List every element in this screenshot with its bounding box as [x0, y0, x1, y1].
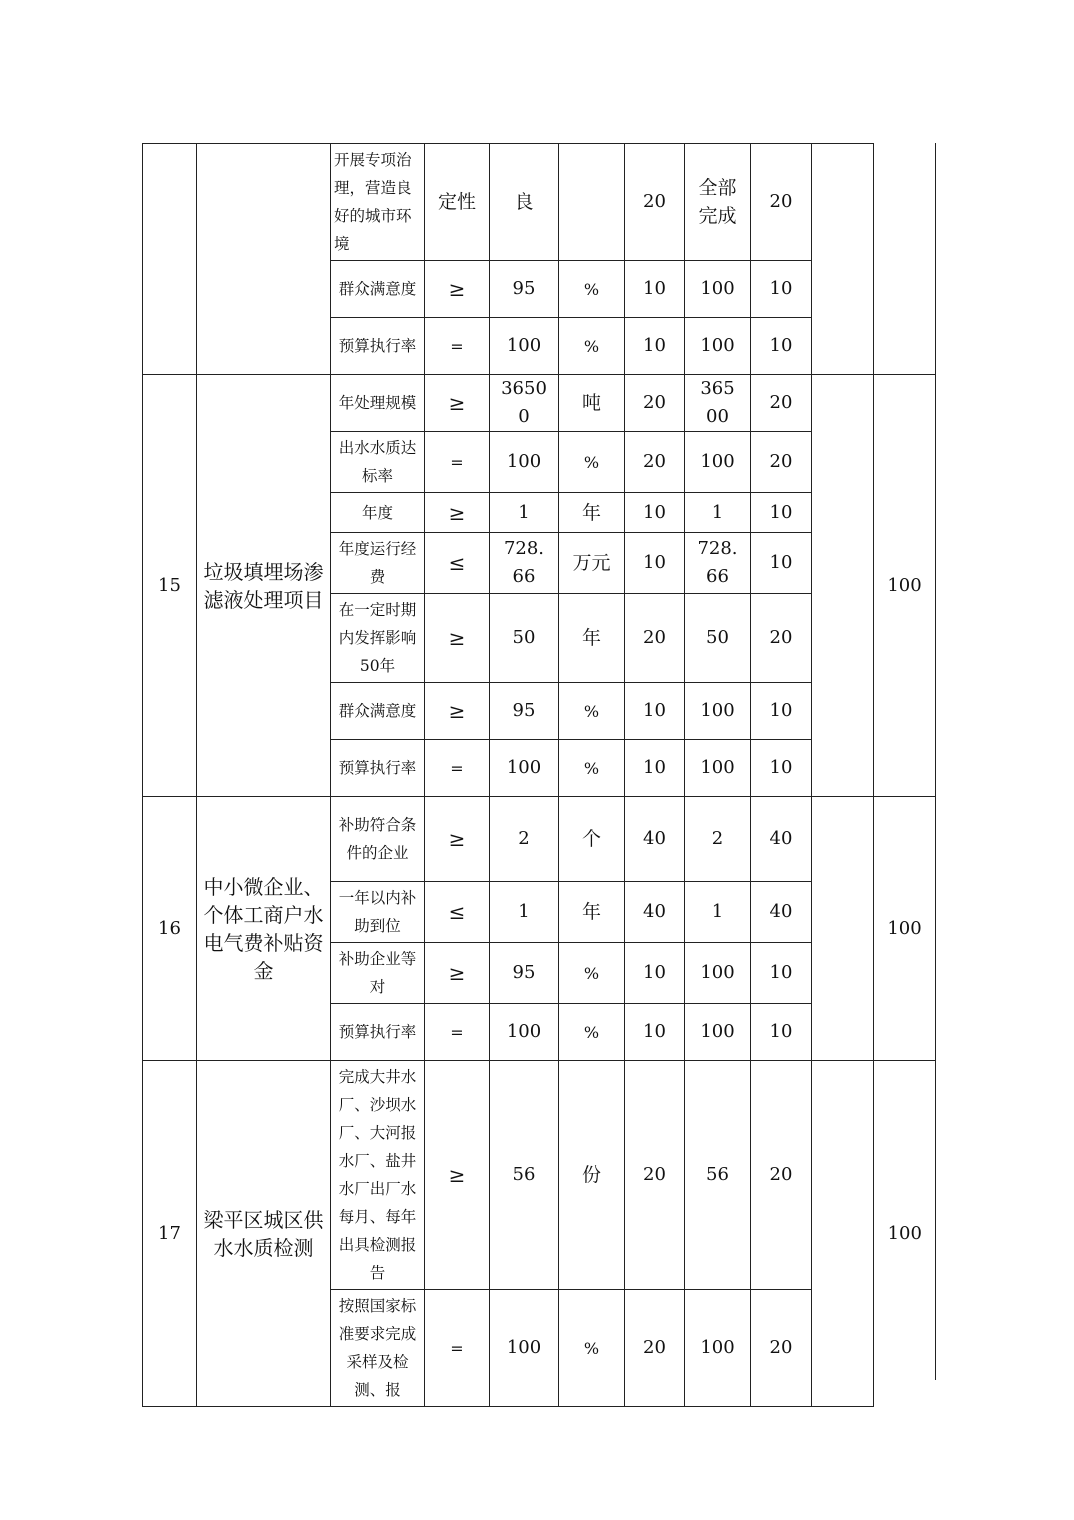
- operator-cell: ≥: [425, 493, 490, 533]
- indicator-cell: 出水水质达标率: [331, 432, 425, 493]
- unit-cell: %: [559, 683, 625, 740]
- weight-cell: 10: [625, 740, 685, 797]
- target-cell: 95: [490, 943, 559, 1004]
- project-no-cell: [143, 144, 197, 375]
- score-cell: 40: [751, 797, 812, 882]
- actual-cell: 100: [685, 1004, 751, 1061]
- weight-cell: 10: [625, 318, 685, 375]
- target-cell: 36500: [490, 375, 559, 432]
- operator-cell: ≥: [425, 375, 490, 432]
- weight-cell: 20: [625, 1290, 685, 1407]
- project-name-cell: 中小微企业、个体工商户水电气费补贴资金: [197, 797, 331, 1061]
- unit-cell: 年: [559, 882, 625, 943]
- total-cell: 100: [874, 797, 936, 1061]
- table-row: [143, 1061, 936, 1290]
- weight-cell: 10: [625, 261, 685, 318]
- operator-cell: =: [425, 740, 490, 797]
- weight-cell: 10: [625, 943, 685, 1004]
- remark-cell: [812, 144, 874, 375]
- target-cell: 2: [490, 797, 559, 882]
- operator-cell: 定性: [425, 144, 490, 261]
- score-cell: 20: [751, 375, 812, 432]
- project-name-cell: 垃圾填埋场渗滤液处理项目: [197, 375, 331, 797]
- table-row: [143, 797, 936, 882]
- indicator-cell: 群众满意度: [331, 261, 425, 318]
- performance-table: [142, 143, 936, 1407]
- unit-cell: %: [559, 740, 625, 797]
- remark-cell: [812, 1061, 874, 1407]
- weight-cell: 10: [625, 1004, 685, 1061]
- actual-cell: 100: [685, 1290, 751, 1407]
- score-cell: 10: [751, 533, 812, 594]
- unit-cell: %: [559, 261, 625, 318]
- operator-cell: =: [425, 1004, 490, 1061]
- unit-cell: [559, 144, 625, 261]
- score-cell: 10: [751, 1004, 812, 1061]
- score-cell: 20: [751, 144, 812, 261]
- score-cell: 40: [751, 882, 812, 943]
- weight-cell: 20: [625, 1061, 685, 1290]
- actual-cell: 1: [685, 493, 751, 533]
- score-cell: 20: [751, 1061, 812, 1290]
- operator-cell: ≥: [425, 943, 490, 1004]
- indicator-cell: 预算执行率: [331, 740, 425, 797]
- weight-cell: 10: [625, 683, 685, 740]
- operator-cell: ≥: [425, 797, 490, 882]
- actual-cell: 36500: [685, 375, 751, 432]
- weight-cell: 20: [625, 432, 685, 493]
- target-cell: 95: [490, 261, 559, 318]
- target-cell: 95: [490, 683, 559, 740]
- target-cell: 1: [490, 493, 559, 533]
- score-cell: 20: [751, 432, 812, 493]
- project-no-cell: 17: [143, 1061, 197, 1407]
- weight-cell: 20: [625, 144, 685, 261]
- actual-cell: 100: [685, 261, 751, 318]
- actual-cell: 50: [685, 594, 751, 683]
- actual-cell: 100: [685, 943, 751, 1004]
- operator-cell: =: [425, 432, 490, 493]
- indicator-cell: 预算执行率: [331, 318, 425, 375]
- indicator-cell: 年度: [331, 493, 425, 533]
- operator-cell: ≥: [425, 261, 490, 318]
- unit-cell: 年: [559, 594, 625, 683]
- remark-cell: [812, 797, 874, 1061]
- operator-cell: ≥: [425, 683, 490, 740]
- unit-cell: 年: [559, 493, 625, 533]
- weight-cell: 10: [625, 533, 685, 594]
- actual-cell: 全部完成: [685, 144, 751, 261]
- weight-cell: 40: [625, 882, 685, 943]
- actual-cell: 100: [685, 432, 751, 493]
- actual-cell: 100: [685, 318, 751, 375]
- indicator-cell: 补助符合条件的企业: [331, 797, 425, 882]
- score-cell: 10: [751, 318, 812, 375]
- unit-cell: 个: [559, 797, 625, 882]
- actual-cell: 2: [685, 797, 751, 882]
- project-name-cell: 梁平区城区供水水质检测: [197, 1061, 331, 1407]
- project-name-cell: [197, 144, 331, 375]
- unit-cell: %: [559, 1004, 625, 1061]
- indicator-cell: 完成大井水厂、沙坝水厂、大河报水厂、盐井水厂出厂水每月、每年出具检测报告: [331, 1061, 425, 1290]
- operator-cell: ≥: [425, 1061, 490, 1290]
- score-cell: 20: [751, 594, 812, 683]
- indicator-cell: 群众满意度: [331, 683, 425, 740]
- operator-cell: =: [425, 1290, 490, 1407]
- target-cell: 良: [490, 144, 559, 261]
- unit-cell: %: [559, 943, 625, 1004]
- unit-cell: %: [559, 1290, 625, 1407]
- project-no-cell: 15: [143, 375, 197, 797]
- indicator-cell: 按照国家标准要求完成采样及检测、报: [331, 1290, 425, 1407]
- operator-cell: =: [425, 318, 490, 375]
- target-cell: 100: [490, 740, 559, 797]
- score-cell: 10: [751, 740, 812, 797]
- target-cell: 728.66: [490, 533, 559, 594]
- score-cell: 10: [751, 683, 812, 740]
- target-cell: 100: [490, 1004, 559, 1061]
- weight-cell: 20: [625, 594, 685, 683]
- operator-cell: ≥: [425, 594, 490, 683]
- indicator-cell: 在一定时期内发挥影响50年: [331, 594, 425, 683]
- score-cell: 20: [751, 1290, 812, 1407]
- target-cell: 1: [490, 882, 559, 943]
- unit-cell: 份: [559, 1061, 625, 1290]
- table-row: [143, 375, 936, 432]
- table-row: [143, 144, 936, 261]
- actual-cell: 100: [685, 740, 751, 797]
- total-cell: [874, 144, 936, 375]
- score-cell: 10: [751, 261, 812, 318]
- weight-cell: 10: [625, 493, 685, 533]
- actual-cell: 1: [685, 882, 751, 943]
- unit-cell: %: [559, 432, 625, 493]
- right-border-line: [935, 143, 936, 1380]
- unit-cell: 万元: [559, 533, 625, 594]
- indicator-cell: 补助企业等对: [331, 943, 425, 1004]
- score-cell: 10: [751, 943, 812, 1004]
- total-cell: 100: [874, 1061, 936, 1407]
- target-cell: 56: [490, 1061, 559, 1290]
- indicator-cell: 一年以内补助到位: [331, 882, 425, 943]
- remark-cell: [812, 375, 874, 797]
- weight-cell: 20: [625, 375, 685, 432]
- project-no-cell: 16: [143, 797, 197, 1061]
- actual-cell: 100: [685, 683, 751, 740]
- target-cell: 100: [490, 432, 559, 493]
- unit-cell: %: [559, 318, 625, 375]
- indicator-cell: 年处理规模: [331, 375, 425, 432]
- operator-cell: ≤: [425, 533, 490, 594]
- score-cell: 10: [751, 493, 812, 533]
- indicator-cell: 年度运行经费: [331, 533, 425, 594]
- target-cell: 100: [490, 318, 559, 375]
- indicator-cell: 预算执行率: [331, 1004, 425, 1061]
- weight-cell: 40: [625, 797, 685, 882]
- indicator-cell: 开展专项治理，营造良好的城市环境: [331, 144, 425, 261]
- actual-cell: 56: [685, 1061, 751, 1290]
- target-cell: 50: [490, 594, 559, 683]
- operator-cell: ≤: [425, 882, 490, 943]
- actual-cell: 728.66: [685, 533, 751, 594]
- unit-cell: 吨: [559, 375, 625, 432]
- total-cell: 100: [874, 375, 936, 797]
- target-cell: 100: [490, 1290, 559, 1407]
